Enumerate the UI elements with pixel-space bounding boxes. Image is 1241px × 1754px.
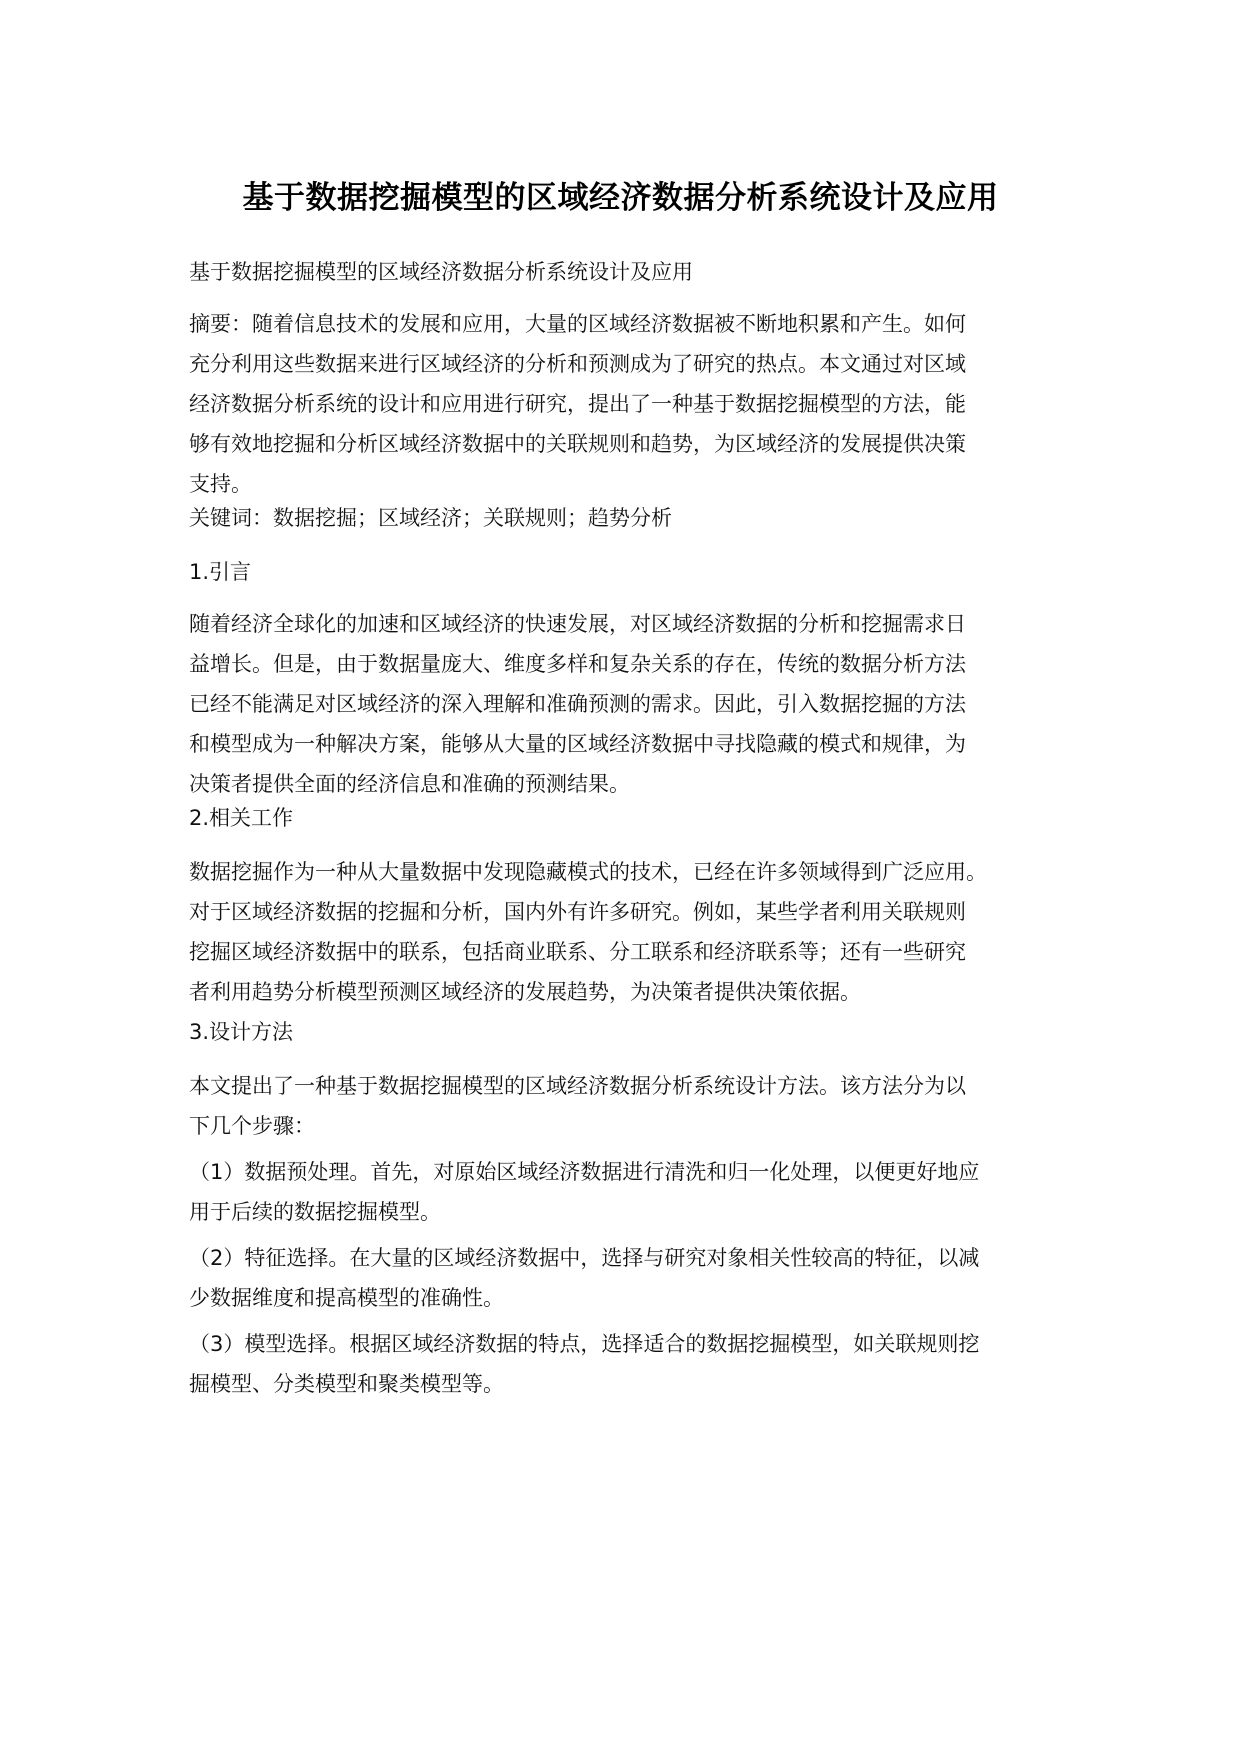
introduction-paragraph: 随着经济全球化的加速和区域经济的快速发展，对区域经济数据的分析和挖掘需求日 益增长。但是，由于数据量庞大、维度多样和复杂关系的存在，传统的数据分析方法 已经不能满足对区域经济的深入理解和准确预测的需求。因此，引入数据挖掘的方法 和模型成为一种解决方案，能够从大量的区域经济数据中寻找隐藏的模式和规律，为 决策者提供全面的经济信息和准确的预测结果。 [189,612,966,796]
design-method-intro-paragraph: 本文提出了一种基于数据挖掘模型的区域经济数据分析系统设计方法。该方法分为以 下几个步骤： [189,1074,966,1138]
keywords-line: 关键词：数据挖掘；区域经济；关联规则；趋势分析 [189,506,672,530]
abstract-paragraph: 摘要：随着信息技术的发展和应用，大量的区域经济数据被不断地积累和产生。如何 充分利用这些数据来进行区域经济的分析和预测成为了研究的热点。本文通过对区域 经济数据分析系统的设计和应用进行研究，提出了一种基于数据挖掘模型的方法，能 够有效地挖掘和分析区域经济数据中的关联规则和趋势，为区域经济的发展提供决策 支持。 [189,312,966,496]
section-heading-introduction: 1.引言 [189,560,252,584]
section-heading-related-work: 2.相关工作 [189,806,294,830]
design-step-1-paragraph: （1）数据预处理。首先，对原始区域经济数据进行清洗和归一化处理，以便更好地应 用于后续的数据挖掘模型。 [189,1160,980,1224]
design-step-3-paragraph: （3）模型选择。根据区域经济数据的特点，选择适合的数据挖掘模型，如关联规则挖 掘模型、分类模型和聚类模型等。 [189,1332,980,1396]
document-title: 基于数据挖掘模型的区域经济数据分析系统设计及应用 [242,180,999,216]
section-heading-design-method: 3.设计方法 [189,1020,294,1044]
related-work-paragraph: 数据挖掘作为一种从大量数据中发现隐藏模式的技术，已经在许多领域得到广泛应用。 对于区域经济数据的挖掘和分析，国内外有许多研究。例如，某些学者利用关联规则 挖掘区域经济数据中的联系，包括商业联系、分工联系和经济联系等；还有一些研究 者利用趋势分析模型预测区域经济的发展趋势，为决策者提供决策依据。 [189,860,987,1004]
document-subtitle: 基于数据挖掘模型的区域经济数据分析系统设计及应用 [189,260,693,284]
design-step-2-paragraph: （2）特征选择。在大量的区域经济数据中，选择与研究对象相关性较高的特征，以减 少数据维度和提高模型的准确性。 [189,1246,980,1310]
